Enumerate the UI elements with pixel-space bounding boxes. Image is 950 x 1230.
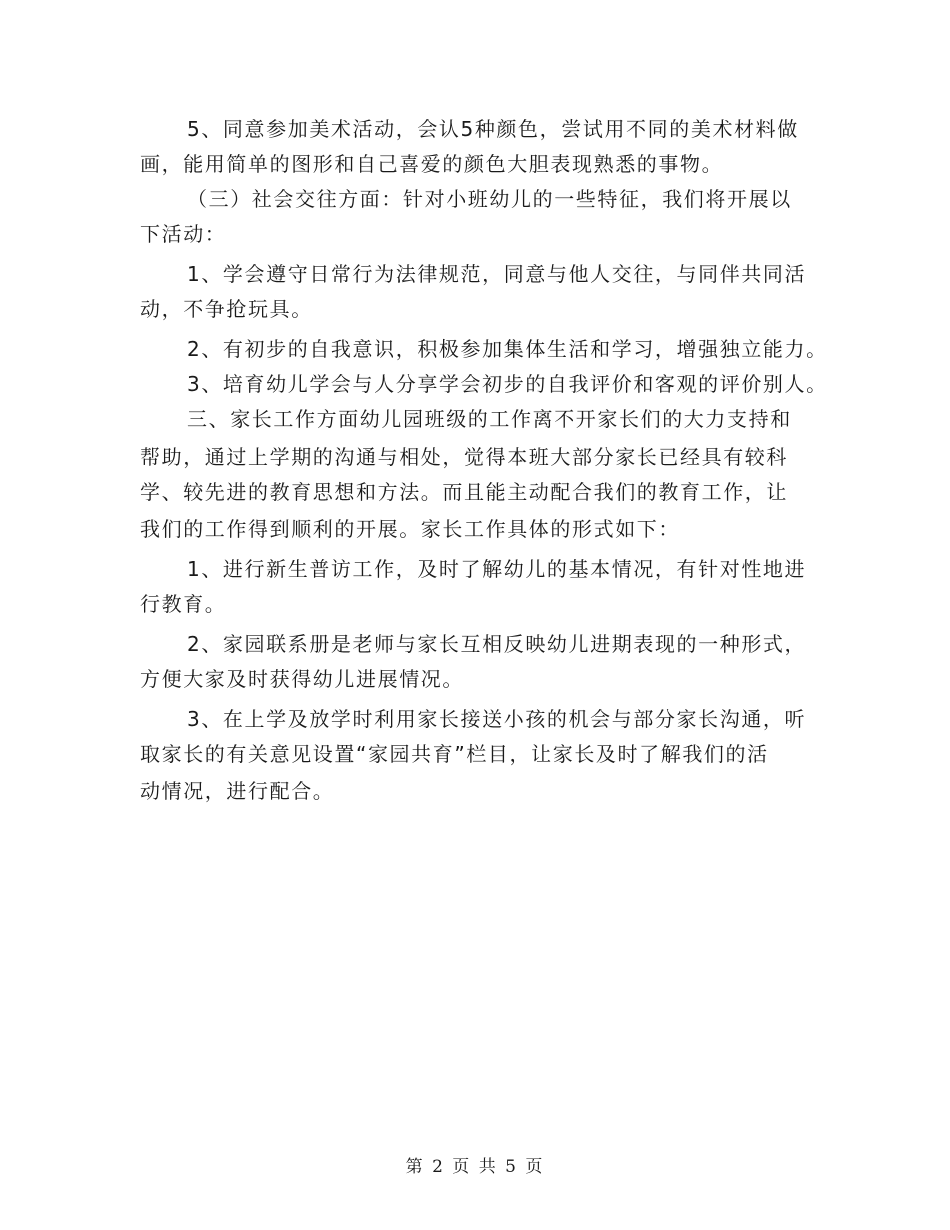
text-line: 帮助，通过上学期的沟通与相处，觉得本班大部分家长已经具有较科	[140, 445, 788, 469]
text-line: 画，能用简单的图形和自己喜爱的颜色大胆表现熟悉的事物。	[140, 152, 724, 176]
text-line: 三、家长工作方面幼儿园班级的工作离不开家长们的大力支持和	[187, 407, 792, 431]
text-line: 1、进行新生普访工作，及时了解幼儿的基本情况，有针对性地进	[187, 557, 807, 581]
text-line: 3、培育幼儿学会与人分享学会初步的自我评价和客观的评价别人。	[187, 372, 828, 396]
text-line: 2、有初步的自我意识，积极参加集体生活和学习，增强独立能力。	[187, 337, 828, 361]
text-line: 我们的工作得到顺利的开展。家长工作具体的形式如下：	[140, 517, 680, 541]
text-line: 动情况，进行配合。	[140, 779, 335, 803]
text-line: 1、学会遵守日常行为法律规范，同意与他人交往，与同伴共同活	[187, 262, 807, 286]
text-line: 取家长的有关意见设置“家园共育”栏目，让家长及时了解我们的活	[140, 742, 769, 766]
text-line: 2、家园联系册是老师与家长互相反映幼儿进期表现的一种形式，	[187, 632, 807, 656]
text-line: （三）社会交往方面：针对小班幼儿的一些特征，我们将开展以	[187, 187, 792, 211]
text-line: 动，不争抢玩具。	[140, 297, 313, 321]
text-line: 下活动：	[140, 222, 227, 246]
text-line: 学、较先进的教育思想和方法。而且能主动配合我们的教育工作，让	[140, 480, 788, 504]
text-line: 3、在上学及放学时利用家长接送小孩的机会与部分家长沟通，听	[187, 707, 807, 731]
text-line: 5、同意参加美术活动，会认5种颜色，尝试用不同的美术材料做	[187, 117, 799, 141]
text-line: 方便大家及时获得幼儿进展情况。	[140, 667, 464, 691]
text-line: 行教育。	[140, 592, 227, 616]
page-number-footer: 第 2 页 共 5 页	[405, 1157, 545, 1177]
